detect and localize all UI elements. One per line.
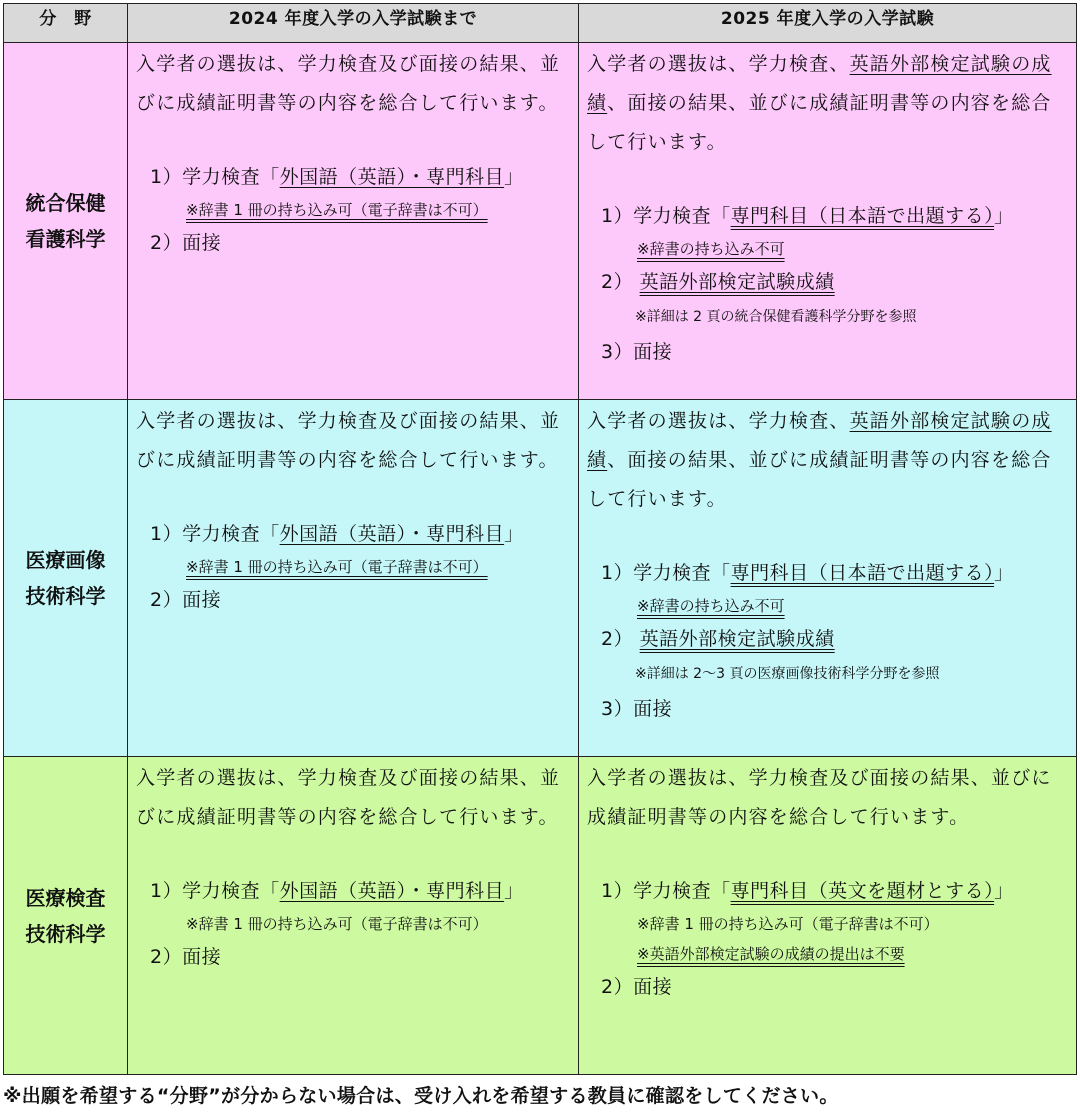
footer-note: ※出願を希望する“分野”が分からない場合は、受け入れを希望する教員に確認をしてください。 (3, 1085, 839, 1107)
old-item2: 2）面接 (150, 946, 222, 968)
intro-b: 、面接の結果、並びに成績証明書等の内容を総合して行います。 (587, 449, 1052, 510)
item2-text: 英語外部検定試験成績 (639, 271, 835, 293)
field-name-line2: 技術科学 (25, 921, 106, 946)
old-exam-cell (128, 400, 579, 757)
old-item2: 2）面接 (150, 589, 222, 611)
item1-suffix: 」 (504, 523, 524, 545)
old-item1-note: ※辞書 1 冊の持ち込み可（電子辞書は不可） (186, 915, 488, 933)
field-name-line1: 統合保健 (25, 191, 106, 215)
new-item3: 3）面接 (601, 698, 673, 720)
old-item1 (136, 159, 570, 195)
item1-subject: 専門科目（日本語で出題する） (730, 562, 995, 584)
old-item1 (136, 516, 570, 552)
old-intro: 入学者の選抜は、学力検査及び面接の結果、並びに成績証明書等の内容を総合して行います。 (136, 767, 561, 828)
item1-subject: 外国語（英語）・専門科目 (279, 166, 505, 188)
intro-b: 、面接の結果、並びに成績証明書等の内容を総合して行います。 (587, 92, 1052, 153)
old-exam-cell (128, 757, 579, 1075)
new-intro (587, 45, 1068, 162)
new-exam-cell (579, 43, 1077, 400)
header-2024: 2024 年度入学の入学試験まで (128, 4, 579, 43)
intro-a: 入学者の選抜は、学力検査、 (587, 53, 850, 75)
field-name-line1: 医療画像 (25, 548, 106, 572)
old-item1-note (136, 195, 570, 225)
field-cell (4, 43, 128, 400)
item1-suffix: 」 (504, 166, 524, 188)
row-integrated-health-nursing (4, 43, 1077, 400)
new-item1 (587, 198, 1068, 234)
item2-text: 英語外部検定試験成績 (639, 628, 835, 650)
item1-prefix: 1）学力検査「 (150, 523, 280, 545)
note-text: ※辞書の持ち込み不可 (637, 597, 785, 615)
item1-prefix: 1）学力検査「 (601, 880, 731, 902)
admission-comparison-table (3, 3, 1077, 1075)
item1-suffix: 」 (994, 205, 1014, 227)
old-item2: 2）面接 (150, 232, 222, 254)
old-exam-cell (128, 43, 579, 400)
new-item1-note (587, 234, 1068, 264)
header-field: 分 野 (4, 4, 128, 43)
item2-num: 2） (601, 271, 634, 293)
old-item1-note (136, 552, 570, 582)
item1-prefix: 1）学力検査「 (150, 880, 280, 902)
item1-suffix: 」 (504, 880, 524, 902)
item1-prefix: 1）学力検査「 (601, 562, 731, 584)
intro-a: 入学者の選抜は、学力検査、 (587, 410, 850, 432)
new-intro: 入学者の選抜は、学力検査及び面接の結果、並びに成績証明書等の内容を総合して行います。 (587, 767, 1052, 828)
intro-underlined: 英語外部検定試験の成績 (587, 410, 1052, 471)
field-cell (4, 757, 128, 1075)
note-text: ※英語外部検定試験の成績の提出は不要 (637, 945, 905, 963)
row-medical-laboratory (4, 757, 1077, 1075)
new-item3: 3）面接 (601, 341, 673, 363)
old-item1 (136, 873, 570, 909)
intro-underlined: 英語外部検定試験の成績 (587, 53, 1052, 114)
note-text: ※辞書 1 冊の持ち込み可（電子辞書は不可） (186, 201, 488, 219)
new-exam-cell (579, 757, 1077, 1075)
item1-subject: 外国語（英語）・専門科目 (279, 523, 505, 545)
new-item1 (587, 873, 1068, 909)
field-name-line2: 技術科学 (25, 584, 106, 608)
table-header-row (4, 4, 1077, 43)
item1-suffix: 」 (994, 880, 1014, 902)
note-text: ※辞書 1 冊の持ち込み可（電子辞書は不可） (186, 558, 488, 576)
field-name-line1: 医療検査 (25, 885, 106, 910)
new-item2 (587, 621, 1068, 657)
item1-prefix: 1）学力検査「 (150, 166, 280, 188)
field-cell (4, 400, 128, 757)
new-item2 (587, 264, 1068, 300)
new-intro (587, 402, 1068, 519)
new-item1 (587, 555, 1068, 591)
new-item2-note: ※詳細は 2 頁の統合保健看護科学分野を参照 (635, 309, 917, 325)
old-intro: 入学者の選抜は、学力検査及び面接の結果、並びに成績証明書等の内容を総合して行います。 (136, 410, 561, 471)
row-medical-imaging (4, 400, 1077, 757)
new-item1-note2 (587, 939, 1068, 969)
new-item1-note (587, 591, 1068, 621)
new-exam-cell (579, 400, 1077, 757)
item1-subject: 専門科目（日本語で出題する） (730, 205, 995, 227)
new-item2-note: ※詳細は 2～3 頁の医療画像技術科学分野を参照 (635, 666, 940, 682)
new-item2: 2）面接 (601, 976, 673, 998)
new-item1-note: ※辞書 1 冊の持ち込み可（電子辞書は不可） (637, 915, 939, 933)
old-intro: 入学者の選抜は、学力検査及び面接の結果、並びに成績証明書等の内容を総合して行います。 (136, 53, 561, 114)
note-text: ※辞書の持ち込み不可 (637, 240, 785, 258)
item2-num: 2） (601, 628, 634, 650)
header-2025: 2025 年度入学の入学試験 (579, 4, 1077, 43)
item1-subject: 専門科目（英文を題材とする） (730, 880, 995, 902)
item1-prefix: 1）学力検査「 (601, 205, 731, 227)
field-name-line2: 看護科学 (25, 227, 106, 251)
item1-suffix: 」 (994, 562, 1014, 584)
item1-subject: 外国語（英語）・専門科目 (279, 880, 505, 902)
